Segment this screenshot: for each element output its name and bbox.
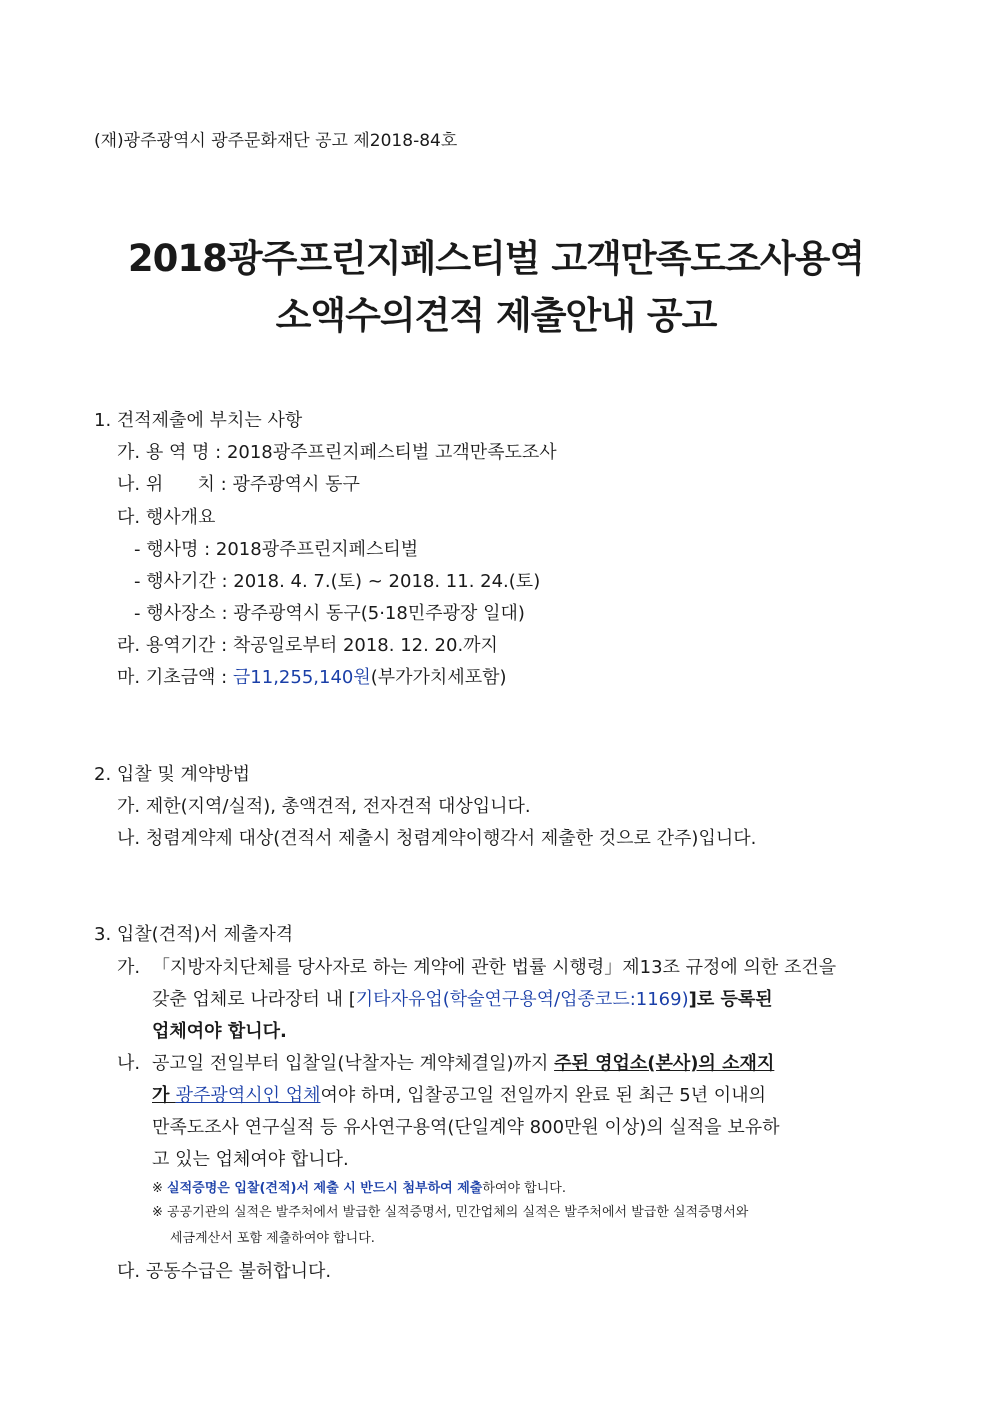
section2-item-ga: 가. 제한(지역/실적), 총액견적, 전자견적 대상입니다. <box>117 796 531 817</box>
note-2-line2: 세금계산서 포함 제출하여야 합니다. <box>170 1231 375 1246</box>
license-category: 기타자유업(학술연구용역/업종코드:1169) <box>355 989 689 1010</box>
event-period: - 행사기간 : 2018. 4. 7.(토) ~ 2018. 11. 24.(토) <box>134 571 541 592</box>
section1-item-da: 다. 행사개요 <box>117 507 216 528</box>
gwangju-company: 광주광역시인 업체 <box>175 1085 321 1106</box>
base-amount-note: (부가가치세포함) <box>370 667 507 688</box>
note-1-suffix: 하여야 합니다. <box>482 1181 566 1196</box>
section1-item-ra: 라. 용역기간 : 착공일로부터 2018. 12. 20.까지 <box>117 635 498 656</box>
section1-heading: 1. 견적제출에 부치는 사항 <box>94 410 303 431</box>
section3-na-line1 <box>152 1049 774 1075</box>
section3-ga-line2 <box>152 985 773 1011</box>
page-title-line2: 소액수의견적 제출안내 공고 <box>275 294 717 337</box>
section1-item-ga: 가. 용 역 명 : 2018광주프린지페스티벌 고객만족도조사 <box>117 442 557 463</box>
section1-item-na: 나. 위 치 : 광주광역시 동구 <box>117 474 360 495</box>
section3-ga-line3: 업체여야 합니다. <box>152 1021 287 1042</box>
section3-na-line2 <box>152 1081 766 1107</box>
section1-item-ma <box>117 663 507 689</box>
ga-line2-prefix: 갖춘 업체로 나라장터 내 [ <box>152 989 356 1010</box>
section2-item-na: 나. 청렴계약제 대상(견적서 제출시 청렴계약이행각서 제출한 것으로 간주)입니다. <box>117 828 757 849</box>
section3-item-na-label: 나. <box>117 1053 141 1074</box>
head-office-location: 주된 영업소(본사)의 소재지 <box>554 1053 775 1074</box>
section3-item-ga-label: 가. <box>117 957 141 978</box>
ga-line2-suffix: ]로 등록된 <box>688 989 773 1010</box>
na-line2-suffix: 여야 하며, 입찰공고일 전일까지 완료 된 최근 5년 이내의 <box>320 1085 766 1106</box>
base-amount-label: 마. 기초금액 : <box>117 667 233 688</box>
note-1-emphasis: 실적증명은 입찰(견적)서 제출 시 반드시 첨부하여 제출 <box>167 1181 483 1196</box>
section3-ga-line1: 「지방자치단체를 당사자로 하는 계약에 관한 법률 시행령」제13조 규정에 의한 조건을 <box>152 957 837 978</box>
note-2-line1: ※ 공공기관의 실적은 발주처에서 발급한 실적증명서, 민간업체의 실적은 발주처에서 발급한 실적증명서와 <box>152 1205 749 1220</box>
notice-number: (재)광주광역시 광주문화재단 공고 제2018-84호 <box>94 131 458 151</box>
base-amount-value: 금11,255,140원 <box>232 667 371 688</box>
na-line2-prefix: 가 <box>152 1085 176 1106</box>
section3-na-line3: 만족도조사 연구실적 등 유사연구용역(단일계약 800만원 이상)의 실적을 보유하 <box>152 1117 780 1138</box>
section3-item-da: 다. 공동수급은 불허합니다. <box>117 1261 332 1282</box>
section3-heading: 3. 입찰(견적)서 제출자격 <box>94 924 294 945</box>
note-mark: ※ <box>152 1181 168 1196</box>
section2-heading: 2. 입찰 및 계약방법 <box>94 764 251 785</box>
event-name: - 행사명 : 2018광주프린지페스티벌 <box>134 539 419 560</box>
section3-na-line4: 고 있는 업체여야 합니다. <box>152 1149 349 1170</box>
event-venue: - 행사장소 : 광주광역시 동구(5·18민주광장 일대) <box>134 603 525 624</box>
page-title-line1: 2018광주프린지페스티벌 고객만족도조사용역 <box>127 237 865 280</box>
note-1 <box>152 1177 566 1196</box>
na-line1-prefix: 공고일 전일부터 입찰일(낙찰자는 계약체결일)까지 <box>152 1053 555 1074</box>
